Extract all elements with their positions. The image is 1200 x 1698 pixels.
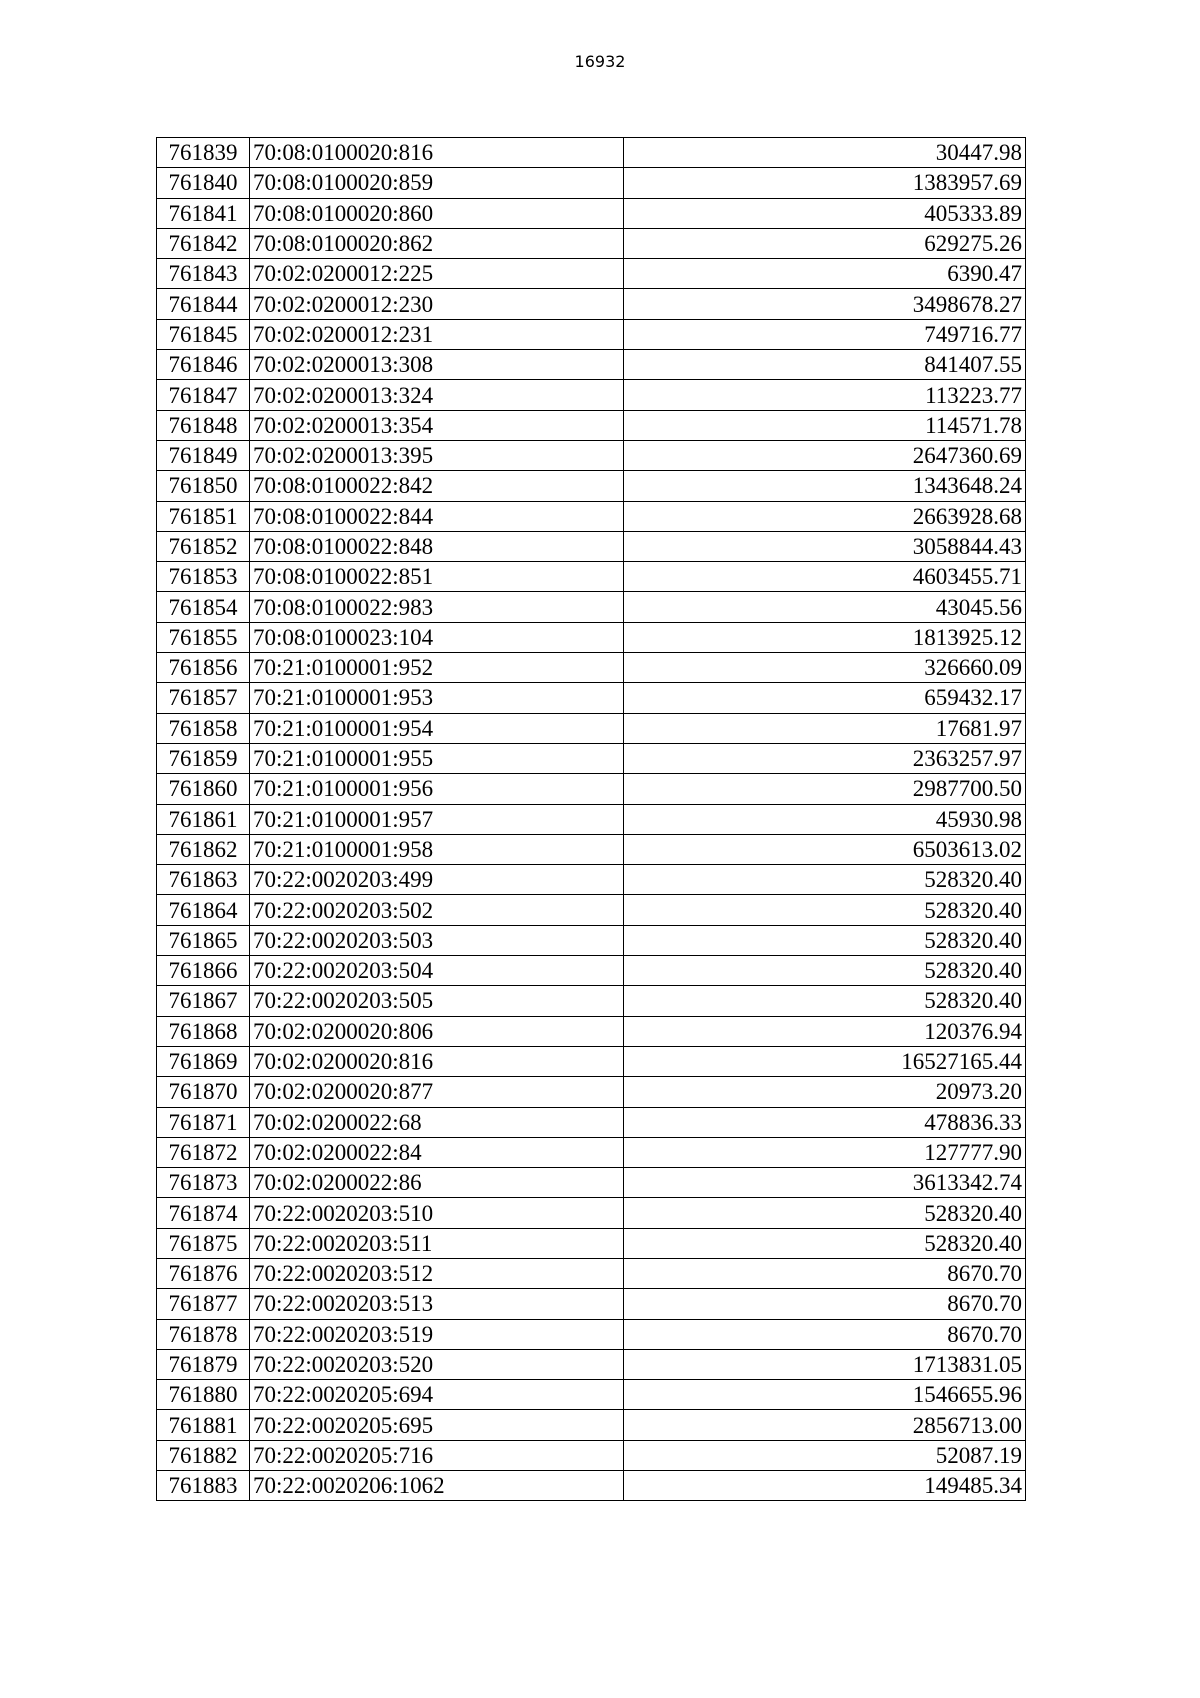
table-row (157, 1349, 1026, 1379)
cadastral-number-cell: 70:22:0020203:513 (250, 1289, 624, 1319)
cadastral-number-cell: 70:22:0020203:510 (250, 1198, 624, 1228)
row-number-cell: 761877 (157, 1289, 250, 1319)
value-cell: 528320.40 (624, 986, 1026, 1016)
row-number-cell: 761869 (157, 1046, 250, 1076)
value-cell: 4603455.71 (624, 562, 1026, 592)
cadastral-number-cell: 70:22:0020203:499 (250, 865, 624, 895)
table-row (157, 1319, 1026, 1349)
row-number-cell: 761853 (157, 562, 250, 592)
table-row (157, 259, 1026, 289)
value-cell: 528320.40 (624, 956, 1026, 986)
row-number-cell: 761866 (157, 956, 250, 986)
value-cell: 1813925.12 (624, 622, 1026, 652)
value-cell: 1383957.69 (624, 168, 1026, 198)
row-number-cell: 761881 (157, 1410, 250, 1440)
value-cell: 528320.40 (624, 1228, 1026, 1258)
value-cell: 8670.70 (624, 1289, 1026, 1319)
table-row (157, 1289, 1026, 1319)
value-cell: 1343648.24 (624, 471, 1026, 501)
table-row (157, 865, 1026, 895)
cadastral-number-cell: 70:22:0020203:505 (250, 986, 624, 1016)
table-row (157, 743, 1026, 773)
value-cell: 2856713.00 (624, 1410, 1026, 1440)
value-cell: 749716.77 (624, 319, 1026, 349)
cadastral-number-cell: 70:02:0200020:816 (250, 1046, 624, 1076)
table-row (157, 1471, 1026, 1501)
cadastral-number-cell: 70:02:0200013:308 (250, 350, 624, 380)
cadastral-number-cell: 70:02:0200013:354 (250, 410, 624, 440)
table-row (157, 1410, 1026, 1440)
cadastral-number-cell: 70:02:0200020:806 (250, 1016, 624, 1046)
cadastral-number-cell: 70:08:0100022:848 (250, 531, 624, 561)
value-cell: 3613342.74 (624, 1168, 1026, 1198)
value-cell: 528320.40 (624, 1198, 1026, 1228)
table-row (157, 1168, 1026, 1198)
table-row (157, 804, 1026, 834)
cadastral-number-cell: 70:21:0100001:953 (250, 683, 624, 713)
table-row (157, 198, 1026, 228)
cadastral-number-cell: 70:22:0020203:512 (250, 1258, 624, 1288)
value-cell: 8670.70 (624, 1258, 1026, 1288)
cadastral-number-cell: 70:22:0020205:694 (250, 1380, 624, 1410)
cadastral-number-cell: 70:08:0100023:104 (250, 622, 624, 652)
row-number-cell: 761876 (157, 1258, 250, 1288)
cadastral-number-cell: 70:02:0200022:68 (250, 1107, 624, 1137)
value-cell: 30447.98 (624, 138, 1026, 168)
value-cell: 3498678.27 (624, 289, 1026, 319)
cadastral-number-cell: 70:22:0020203:503 (250, 925, 624, 955)
table-row (157, 501, 1026, 531)
value-cell: 528320.40 (624, 895, 1026, 925)
row-number-cell: 761843 (157, 259, 250, 289)
row-number-cell: 761871 (157, 1107, 250, 1137)
row-number-cell: 761849 (157, 440, 250, 470)
table-row (157, 1107, 1026, 1137)
cadastral-number-cell: 70:21:0100001:955 (250, 743, 624, 773)
cadastral-number-cell: 70:22:0020205:695 (250, 1410, 624, 1440)
cadastral-number-cell: 70:02:0200012:225 (250, 259, 624, 289)
table-row (157, 1046, 1026, 1076)
table-row (157, 350, 1026, 380)
value-cell: 2647360.69 (624, 440, 1026, 470)
value-cell: 6503613.02 (624, 834, 1026, 864)
cadastral-number-cell: 70:08:0100020:859 (250, 168, 624, 198)
row-number-cell: 761862 (157, 834, 250, 864)
table-row (157, 380, 1026, 410)
row-number-cell: 761859 (157, 743, 250, 773)
table-row (157, 592, 1026, 622)
table-row (157, 531, 1026, 561)
table-row (157, 1198, 1026, 1228)
row-number-cell: 761870 (157, 1077, 250, 1107)
table-row (157, 228, 1026, 258)
table-row (157, 925, 1026, 955)
cadastral-number-cell: 70:02:0200020:877 (250, 1077, 624, 1107)
table-row (157, 1440, 1026, 1470)
cadastral-number-cell: 70:22:0020206:1062 (250, 1471, 624, 1501)
cadastral-number-cell: 70:02:0200022:84 (250, 1137, 624, 1167)
table-row (157, 440, 1026, 470)
value-cell: 149485.34 (624, 1471, 1026, 1501)
row-number-cell: 761856 (157, 653, 250, 683)
row-number-cell: 761842 (157, 228, 250, 258)
row-number-cell: 761861 (157, 804, 250, 834)
value-cell: 2363257.97 (624, 743, 1026, 773)
row-number-cell: 761867 (157, 986, 250, 1016)
cadastral-number-cell: 70:08:0100022:844 (250, 501, 624, 531)
value-cell: 45930.98 (624, 804, 1026, 834)
registry-table-body (157, 138, 1026, 1501)
cadastral-number-cell: 70:08:0100022:842 (250, 471, 624, 501)
row-number-cell: 761857 (157, 683, 250, 713)
registry-table (156, 137, 1026, 1501)
cadastral-number-cell: 70:21:0100001:958 (250, 834, 624, 864)
page-number: 16932 (574, 52, 626, 71)
cadastral-number-cell: 70:02:0200012:231 (250, 319, 624, 349)
row-number-cell: 761841 (157, 198, 250, 228)
table-row (157, 1077, 1026, 1107)
cadastral-number-cell: 70:22:0020203:502 (250, 895, 624, 925)
value-cell: 2663928.68 (624, 501, 1026, 531)
row-number-cell: 761844 (157, 289, 250, 319)
row-number-cell: 761850 (157, 471, 250, 501)
cadastral-number-cell: 70:21:0100001:954 (250, 713, 624, 743)
row-number-cell: 761846 (157, 350, 250, 380)
cadastral-number-cell: 70:22:0020203:520 (250, 1349, 624, 1379)
value-cell: 52087.19 (624, 1440, 1026, 1470)
value-cell: 113223.77 (624, 380, 1026, 410)
cadastral-number-cell: 70:08:0100020:862 (250, 228, 624, 258)
value-cell: 3058844.43 (624, 531, 1026, 561)
table-row (157, 834, 1026, 864)
value-cell: 528320.40 (624, 925, 1026, 955)
value-cell: 8670.70 (624, 1319, 1026, 1349)
table-row (157, 774, 1026, 804)
cadastral-number-cell: 70:08:0100020:860 (250, 198, 624, 228)
row-number-cell: 761839 (157, 138, 250, 168)
row-number-cell: 761863 (157, 865, 250, 895)
table-row (157, 986, 1026, 1016)
row-number-cell: 761854 (157, 592, 250, 622)
row-number-cell: 761883 (157, 1471, 250, 1501)
row-number-cell: 761868 (157, 1016, 250, 1046)
row-number-cell: 761874 (157, 1198, 250, 1228)
row-number-cell: 761882 (157, 1440, 250, 1470)
table-row (157, 1258, 1026, 1288)
table-row (157, 1016, 1026, 1046)
value-cell: 326660.09 (624, 653, 1026, 683)
table-row (157, 319, 1026, 349)
cadastral-number-cell: 70:02:0200013:324 (250, 380, 624, 410)
cadastral-number-cell: 70:22:0020203:511 (250, 1228, 624, 1258)
table-row (157, 289, 1026, 319)
row-number-cell: 761864 (157, 895, 250, 925)
value-cell: 114571.78 (624, 410, 1026, 440)
value-cell: 478836.33 (624, 1107, 1026, 1137)
row-number-cell: 761851 (157, 501, 250, 531)
table-row (157, 683, 1026, 713)
cadastral-number-cell: 70:08:0100022:851 (250, 562, 624, 592)
value-cell: 2987700.50 (624, 774, 1026, 804)
table-row (157, 1380, 1026, 1410)
row-number-cell: 761879 (157, 1349, 250, 1379)
table-row (157, 471, 1026, 501)
table-row (157, 653, 1026, 683)
table-row (157, 956, 1026, 986)
table-row (157, 713, 1026, 743)
value-cell: 1713831.05 (624, 1349, 1026, 1379)
cadastral-number-cell: 70:02:0200013:395 (250, 440, 624, 470)
table-row (157, 622, 1026, 652)
value-cell: 528320.40 (624, 865, 1026, 895)
value-cell: 16527165.44 (624, 1046, 1026, 1076)
table-row (157, 1228, 1026, 1258)
row-number-cell: 761860 (157, 774, 250, 804)
row-number-cell: 761865 (157, 925, 250, 955)
cadastral-number-cell: 70:02:0200022:86 (250, 1168, 624, 1198)
cadastral-number-cell: 70:22:0020205:716 (250, 1440, 624, 1470)
row-number-cell: 761858 (157, 713, 250, 743)
table-row (157, 1137, 1026, 1167)
cadastral-number-cell: 70:08:0100022:983 (250, 592, 624, 622)
value-cell: 20973.20 (624, 1077, 1026, 1107)
value-cell: 841407.55 (624, 350, 1026, 380)
cadastral-number-cell: 70:02:0200012:230 (250, 289, 624, 319)
value-cell: 43045.56 (624, 592, 1026, 622)
table-row (157, 895, 1026, 925)
cadastral-number-cell: 70:21:0100001:957 (250, 804, 624, 834)
table-row (157, 410, 1026, 440)
value-cell: 127777.90 (624, 1137, 1026, 1167)
cadastral-number-cell: 70:22:0020203:519 (250, 1319, 624, 1349)
value-cell: 629275.26 (624, 228, 1026, 258)
row-number-cell: 761855 (157, 622, 250, 652)
value-cell: 659432.17 (624, 683, 1026, 713)
cadastral-number-cell: 70:21:0100001:952 (250, 653, 624, 683)
row-number-cell: 761840 (157, 168, 250, 198)
row-number-cell: 761845 (157, 319, 250, 349)
value-cell: 1546655.96 (624, 1380, 1026, 1410)
row-number-cell: 761880 (157, 1380, 250, 1410)
table-row (157, 138, 1026, 168)
row-number-cell: 761878 (157, 1319, 250, 1349)
row-number-cell: 761852 (157, 531, 250, 561)
value-cell: 6390.47 (624, 259, 1026, 289)
table-row (157, 168, 1026, 198)
value-cell: 120376.94 (624, 1016, 1026, 1046)
row-number-cell: 761875 (157, 1228, 250, 1258)
value-cell: 405333.89 (624, 198, 1026, 228)
cadastral-number-cell: 70:08:0100020:816 (250, 138, 624, 168)
row-number-cell: 761872 (157, 1137, 250, 1167)
row-number-cell: 761873 (157, 1168, 250, 1198)
table-row (157, 562, 1026, 592)
cadastral-number-cell: 70:21:0100001:956 (250, 774, 624, 804)
row-number-cell: 761847 (157, 380, 250, 410)
value-cell: 17681.97 (624, 713, 1026, 743)
row-number-cell: 761848 (157, 410, 250, 440)
cadastral-number-cell: 70:22:0020203:504 (250, 956, 624, 986)
